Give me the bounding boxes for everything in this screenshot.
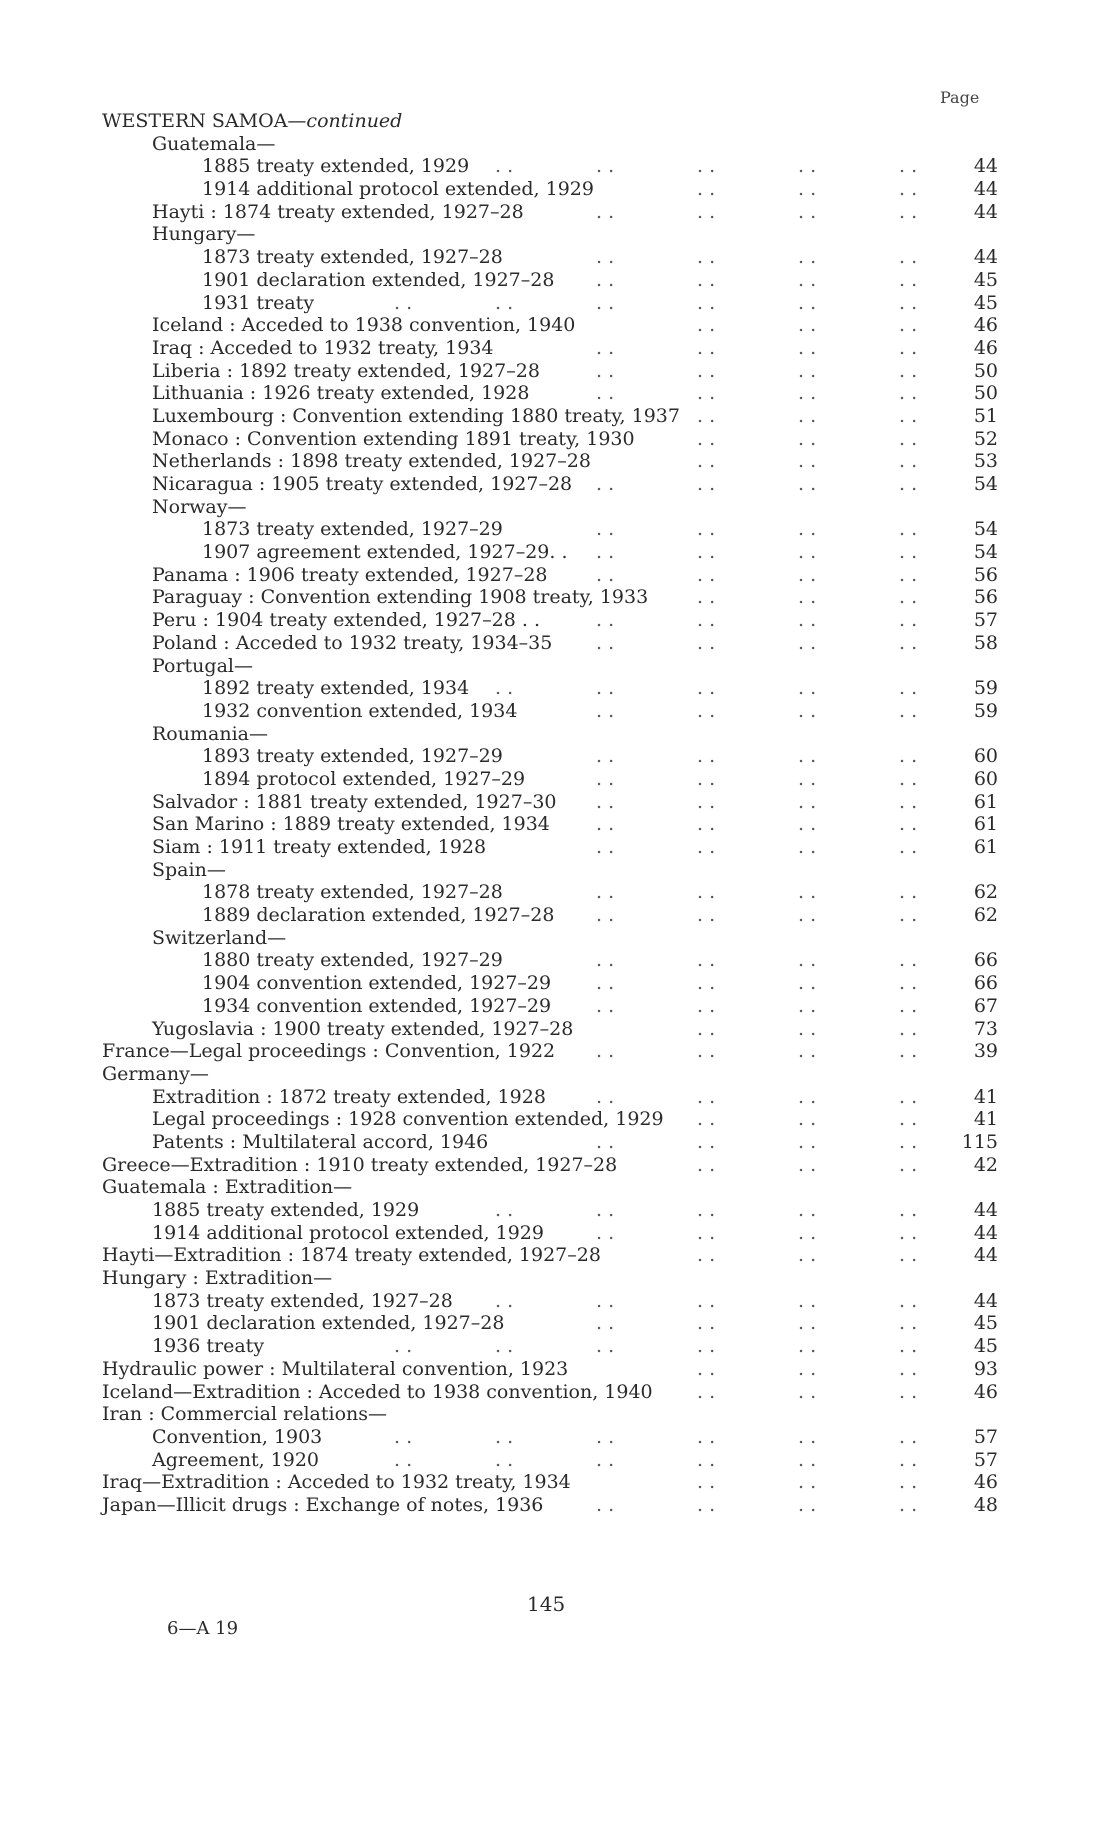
entry-text: Legal proceedings : 1928 convention extended, 1929 [152, 1108, 664, 1131]
section-suffix: —continued [287, 110, 403, 132]
entry-text: 1931 treaty [202, 291, 315, 314]
entry-text: Japan—Illicit drugs : Exchange of notes, 1936 [102, 1493, 544, 1516]
index-entry: Salvador : 1881 treaty extended, 1927–30 . . . . . . . . 61 [152, 790, 998, 813]
entry-page-number: 54 [973, 518, 998, 541]
entry-text: Roumania— [152, 722, 268, 745]
entry-text: 1936 treaty [152, 1335, 265, 1358]
index-entry: Iraq : Acceded to 1932 treaty, 1934 . . . . . . . . 46 [152, 336, 998, 359]
index-entry: 1901 declaration extended, 1927–28 . . . . . . . . 45 [152, 1312, 998, 1335]
index-entry: Paraguay : Convention extending 1908 treaty, 1933 . . . . . . 56 [152, 586, 998, 609]
index-entry: 1932 convention extended, 1934 . . . . . . . . 59 [202, 699, 998, 722]
entry-text: 1914 additional protocol extended, 1929 [202, 178, 594, 201]
entry-page-number: 46 [973, 314, 998, 337]
entry-text: Paraguay : Convention extending 1908 treaty, 1933 [152, 586, 649, 609]
entry-text: Patents : Multilateral accord, 1946 [152, 1130, 489, 1153]
entry-page-number: 51 [973, 404, 998, 427]
entry-text: 1893 treaty extended, 1927–29 [202, 745, 503, 768]
index-entry: 1873 treaty extended, 1927–28 . . . . . . . . . . 44 [152, 1289, 998, 1312]
entry-text: 1904 convention extended, 1927–29 [202, 972, 552, 995]
entry-text: 1878 treaty extended, 1927–28 [202, 881, 503, 904]
entry-page-number: 54 [973, 541, 998, 564]
entry-text: 1892 treaty extended, 1934 [202, 677, 470, 700]
index-entry: Nicaragua : 1905 treaty extended, 1927–28 . . . . . . . . 54 [152, 473, 998, 495]
index-entry: Siam : 1911 treaty extended, 1928 . . . . . . . . 61 [152, 836, 998, 858]
entry-text: 1914 additional protocol extended, 1929 [152, 1221, 544, 1244]
entry-text: 1889 declaration extended, 1927–28 [202, 904, 555, 927]
index-entry: Monaco : Convention extending 1891 treaty, 1930 . . . . . . 52 [152, 427, 998, 450]
signature-mark: 6—A 19 [167, 1618, 239, 1639]
entry-text: France—Legal proceedings : Convention, 1922 [102, 1040, 556, 1063]
index-entry: 1892 treaty extended, 1934 . . . . . . . . . . 59 [202, 677, 998, 700]
entry-text: Hayti : 1874 treaty extended, 1927–28 [152, 200, 524, 223]
entry-text: Greece—Extradition : 1910 treaty extended, 1927–28 [102, 1153, 618, 1176]
entry-page-number: 66 [973, 949, 998, 972]
entry-text: Agreement, 1920 [152, 1448, 320, 1471]
entry-text: 1901 declaration extended, 1927–28 [152, 1312, 505, 1335]
entry-page-number: 61 [973, 790, 998, 813]
entry-text: Guatemala : Extradition— [102, 1176, 353, 1199]
entry-page-number: 57 [973, 609, 998, 632]
entry-list [102, 133, 1002, 1517]
index-entries [102, 110, 1002, 1517]
entry-page-number: 61 [973, 813, 998, 836]
entry-page-number: 44 [973, 246, 998, 269]
index-entry: 1904 convention extended, 1927–29 . . . . . . . . 66 [202, 972, 998, 995]
entry-page-number: 45 [973, 291, 998, 314]
entry-page-number: 50 [973, 382, 998, 405]
index-entry: Convention, 1903 . . . . . . . . . . . . 57 [152, 1425, 998, 1448]
index-entry: 1934 convention extended, 1927–29 . . . . . . . . 67 [202, 994, 998, 1017]
index-entry: 1893 treaty extended, 1927–29 . . . . . . . . 60 [202, 745, 998, 768]
index-entry [102, 927, 1002, 950]
index-entry: Yugoslavia : 1900 treaty extended, 1927–28 . . . . . . 73 [152, 1017, 998, 1040]
entry-text: 1873 treaty extended, 1927–28 [202, 246, 503, 269]
entry-text: 1907 agreement extended, 1927–29. . [202, 541, 568, 564]
entry-text: 1873 treaty extended, 1927–29 [202, 518, 503, 541]
index-entry: 1914 additional protocol extended, 1929 . . . . . . 44 [202, 178, 998, 201]
entry-text: Poland : Acceded to 1932 treaty, 1934–35 [152, 631, 553, 654]
entry-page-number: 42 [973, 1153, 998, 1176]
index-entry: Luxembourg : Convention extending 1880 treaty, 1937 . . . . . . 51 [152, 404, 998, 427]
entry-text: Iran : Commercial relations— [102, 1403, 387, 1426]
entry-page-number: 44 [973, 1289, 998, 1312]
entry-page-number: 44 [973, 1244, 998, 1267]
entry-text: 1885 treaty extended, 1929 [202, 155, 470, 178]
entry-text: Convention, 1903 [152, 1425, 323, 1448]
index-entry [102, 1403, 1002, 1426]
page-number: 145 [527, 1592, 566, 1616]
index-entry: Iceland : Acceded to 1938 convention, 1940 . . . . . . 46 [152, 314, 998, 337]
entry-page-number: 46 [973, 1471, 998, 1494]
index-entry: Hydraulic power : Multilateral convention, 1923 . . . . . . 93 [102, 1357, 998, 1380]
index-entry: 1885 treaty extended, 1929 . . . . . . . . . . 44 [202, 155, 998, 178]
entry-text: Iceland : Acceded to 1938 convention, 1940 [152, 314, 576, 337]
entry-page-number: 50 [973, 359, 998, 382]
entry-page-number: 58 [973, 631, 998, 654]
index-entry: Netherlands : 1898 treaty extended, 1927–28 . . . . . . 53 [152, 450, 998, 473]
index-entry: 1936 treaty . . . . . . . . . . . . 45 [152, 1335, 998, 1358]
entry-text: Luxembourg : Convention extending 1880 treaty, 1937 [152, 404, 680, 427]
entry-text: Switzerland— [152, 926, 287, 949]
entry-text: 1880 treaty extended, 1927–29 [202, 949, 503, 972]
section-title: WESTERN SAMOA [102, 110, 288, 132]
index-entry [102, 133, 1002, 156]
index-entry: Peru : 1904 treaty extended, 1927–28 . . . . . . . . . . 57 [152, 609, 998, 632]
entry-text: Netherlands : 1898 treaty extended, 1927–28 [152, 450, 591, 473]
entry-page-number: 57 [973, 1448, 998, 1471]
index-entry: Legal proceedings : 1928 convention extended, 1929 . . . . . . 41 [152, 1108, 998, 1131]
entry-text: Panama : 1906 treaty extended, 1927–28 [152, 563, 548, 586]
entry-page-number: 56 [973, 563, 998, 586]
index-entry [102, 1267, 1002, 1290]
entry-text: Hydraulic power : Multilateral convention, 1923 [102, 1357, 569, 1380]
entry-page-number: 54 [973, 473, 998, 495]
entry-page-number: 62 [973, 881, 998, 904]
index-entry [102, 859, 1002, 882]
index-entry: 1907 agreement extended, 1927–29. . . . . . . . . . 54 [202, 541, 998, 564]
entry-page-number: 46 [973, 1380, 998, 1403]
index-entry: 1878 treaty extended, 1927–28 . . . . . . . . 62 [202, 881, 998, 904]
entry-page-number: 59 [973, 699, 998, 722]
index-entry: Liberia : 1892 treaty extended, 1927–28 . . . . . . . . 50 [152, 359, 998, 382]
index-entry: Poland : Acceded to 1932 treaty, 1934–35 . . . . . . . . 58 [152, 631, 998, 654]
index-entry [102, 496, 1002, 519]
entry-page-number: 45 [973, 1312, 998, 1335]
entry-page-number: 59 [973, 677, 998, 700]
entry-page-number: 56 [973, 586, 998, 609]
entry-page-number: 67 [973, 994, 998, 1017]
entry-text: Salvador : 1881 treaty extended, 1927–30 [152, 790, 557, 813]
entry-text: Iceland—Extradition : Acceded to 1938 convention, 1940 [102, 1380, 653, 1403]
index-entry: 1914 additional protocol extended, 1929 . . . . . . . . 44 [152, 1221, 998, 1244]
entry-text: 1932 convention extended, 1934 [202, 699, 518, 722]
entry-page-number: 66 [973, 972, 998, 995]
index-entry: 1894 protocol extended, 1927–29 . . . . . . . . 60 [202, 767, 998, 790]
entry-page-number: 93 [973, 1357, 998, 1380]
index-entry [102, 655, 1002, 678]
index-entry: 1873 treaty extended, 1927–28 . . . . . . . . 44 [202, 246, 998, 269]
index-entry: 1880 treaty extended, 1927–29 . . . . . . . . 66 [202, 949, 998, 972]
index-entry: Hayti : 1874 treaty extended, 1927–28 . . . . . . . . 44 [152, 200, 998, 223]
entry-page-number: 41 [973, 1108, 998, 1131]
entry-text: Liberia : 1892 treaty extended, 1927–28 [152, 359, 540, 382]
entry-page-number: 60 [973, 745, 998, 768]
entry-page-number: 44 [973, 155, 998, 178]
entry-page-number: 44 [973, 178, 998, 201]
entry-text: Iraq : Acceded to 1932 treaty, 1934 [152, 336, 494, 359]
entry-text: Yugoslavia : 1900 treaty extended, 1927–28 [152, 1017, 574, 1040]
index-entry: Hayti—Extradition : 1874 treaty extended, 1927–28 . . . . . . 44 [102, 1244, 998, 1267]
entry-page-number: 39 [973, 1040, 998, 1063]
entry-text: Norway— [152, 495, 247, 518]
entry-text: 1934 convention extended, 1927–29 [202, 994, 552, 1017]
index-entry: Iceland—Extradition : Acceded to 1938 convention, 1940 . . . . . . 46 [102, 1380, 998, 1403]
entry-text: Nicaragua : 1905 treaty extended, 1927–28 [152, 473, 573, 495]
entry-page-number: 52 [973, 427, 998, 450]
index-entry [102, 1176, 1002, 1199]
entry-text: 1901 declaration extended, 1927–28 [202, 268, 555, 291]
entry-text: Germany— [102, 1062, 209, 1085]
entry-text: Spain— [152, 858, 226, 881]
index-entry: Panama : 1906 treaty extended, 1927–28 . . . . . . . . 56 [152, 563, 998, 586]
entry-text: Portugal— [152, 654, 253, 677]
index-entry: 1885 treaty extended, 1929 . . . . . . . . . . 44 [152, 1199, 998, 1221]
entry-page-number: 115 [961, 1130, 998, 1153]
index-entry: San Marino : 1889 treaty extended, 1934 . . . . . . . . 61 [152, 813, 998, 836]
index-entry: Japan—Illicit drugs : Exchange of notes, 1936 . . . . . . . . 48 [102, 1493, 998, 1516]
entry-text: Iraq—Extradition : Acceded to 1932 treaty, 1934 [102, 1471, 571, 1494]
entry-page-number: 44 [973, 1221, 998, 1244]
entry-text: Monaco : Convention extending 1891 treaty, 1930 [152, 427, 635, 450]
entry-text: Hayti—Extradition : 1874 treaty extended, 1927–28 [102, 1244, 601, 1267]
entry-text: Extradition : 1872 treaty extended, 1928 [152, 1085, 546, 1108]
entry-page-number: 61 [973, 836, 998, 858]
entry-page-number: 41 [973, 1085, 998, 1108]
entry-text: 1873 treaty extended, 1927–28 [152, 1289, 453, 1312]
index-entry: Agreement, 1920 . . . . . . . . . . . . 57 [152, 1448, 998, 1471]
index-entry: Patents : Multilateral accord, 1946 . . . . . . . . 115 [152, 1130, 998, 1153]
entry-page-number: 57 [973, 1425, 998, 1448]
entry-text: Siam : 1911 treaty extended, 1928 [152, 836, 487, 858]
index-entry [102, 1063, 1002, 1086]
entry-page-number: 45 [973, 268, 998, 291]
entry-text: Hungary : Extradition— [102, 1267, 333, 1290]
entry-page-number: 48 [973, 1493, 998, 1516]
index-entry: Iraq—Extradition : Acceded to 1932 treaty, 1934 . . . . . . 46 [102, 1471, 998, 1494]
index-entry: Lithuania : 1926 treaty extended, 1928 . . . . . . . . 50 [152, 382, 998, 405]
entry-text: San Marino : 1889 treaty extended, 1934 [152, 813, 550, 836]
entry-page-number: 44 [973, 1199, 998, 1221]
entry-text: Guatemala— [152, 132, 276, 155]
index-entry: Extradition : 1872 treaty extended, 1928 . . . . . . . . 41 [152, 1085, 998, 1108]
index-entry: 1901 declaration extended, 1927–28 . . . . . . . . 45 [202, 268, 998, 291]
entry-page-number: 45 [973, 1335, 998, 1358]
index-entry: 1873 treaty extended, 1927–29 . . . . . . . . 54 [202, 518, 998, 541]
entry-text: Hungary— [152, 223, 256, 246]
entry-text: Lithuania : 1926 treaty extended, 1928 [152, 382, 530, 405]
entry-text: Peru : 1904 treaty extended, 1927–28 . . [152, 609, 540, 632]
entry-page-number: 73 [973, 1017, 998, 1040]
entry-page-number: 53 [973, 450, 998, 473]
index-entry [102, 223, 1002, 246]
entry-page-number: 60 [973, 767, 998, 790]
index-entry: Greece—Extradition : 1910 treaty extended, 1927–28 . . . . . . 42 [102, 1153, 998, 1176]
entry-text: 1885 treaty extended, 1929 [152, 1199, 420, 1221]
index-entry: 1931 treaty . . . . . . . . . . . . 45 [202, 291, 998, 314]
index-entry: France—Legal proceedings : Convention, 1922 . . . . . . . . 39 [102, 1040, 998, 1063]
section-heading [102, 110, 1002, 133]
entry-page-number: 46 [973, 336, 998, 359]
entry-page-number: 44 [973, 200, 998, 223]
entry-page-number: 62 [973, 904, 998, 927]
index-entry: 1889 declaration extended, 1927–28 . . . . . . . . 62 [202, 904, 998, 927]
page-column-label: Page [940, 88, 980, 107]
entry-text: 1894 protocol extended, 1927–29 [202, 767, 526, 790]
index-entry [102, 723, 1002, 746]
